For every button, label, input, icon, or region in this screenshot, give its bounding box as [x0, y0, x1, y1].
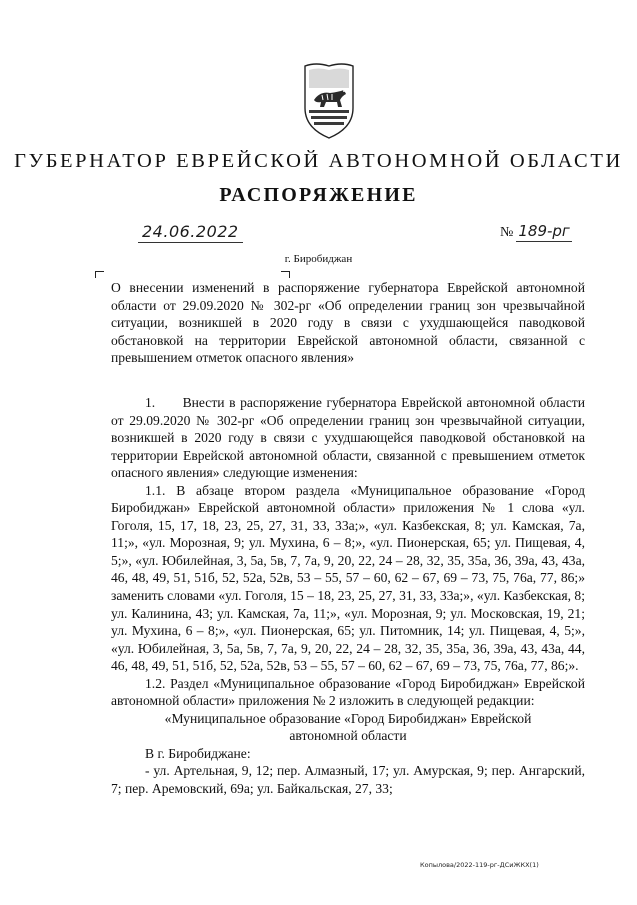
- paragraph-1-2: 1.2. Раздел «Муниципальное образование «Город Биробиджан» Еврейской автономной области» приложения № 2 изложить в следующей редакции:: [111, 675, 585, 709]
- document-type-title: РАСПОРЯЖЕНИЕ: [219, 184, 418, 206]
- streets-list: - ул. Артельная, 9, 12; пер. Алмазный, 17; ул. Амурская, 9; пер. Ангарский, 7; пер. Аремовский, 69а; ул. Байкальская, 27, 33;: [111, 763, 585, 797]
- document-body: [111, 394, 585, 798]
- coat-of-arms-emblem: [302, 60, 356, 140]
- footer-reference: Копылова/2022-119-рг-ДСиЖКХ(1): [420, 861, 539, 869]
- number-sign: №: [500, 225, 514, 240]
- document-number: [500, 222, 572, 241]
- paragraph-1: 1. Внести в распоряжение губернатора Еврейской автономной области от 29.09.2020 № 302-рг «Об определении границ зон чрезвычайной ситуации, возникшей в 2020 году в связи с ухудшающейся паводковой обстановкой на территории Еврейской автономной области, связанной с превышением отметок опасного явления» следующие изменения:: [111, 395, 585, 481]
- handwritten-date: 24.06.2022: [138, 222, 243, 243]
- handwritten-number: 189-рг: [518, 222, 570, 240]
- document-heading: О внесении изменений в распоряжение губернатора Еврейской автономной области от 29.09.2020 № 302-рг «Об определении границ зон чрезвычайной ситуации, возникшей в 2020 году в связи с ухудшающейся паводковой обстановкой на территории Еврейской автономной области, связанной с превышением отметок опасного явления»: [111, 280, 585, 366]
- paragraph-1-1: 1.1. В абзаце втором раздела «Муниципальное образование «Город Биробиджан» Еврейской автономной области» приложения № 1 слова «ул. Гоголя, 15, 17, 18, 23, 25, 27, 31, 33, 33а;», «ул. Казбекская, 8; ул. Камская, 7а, 11;», «ул. Морозная, 9; ул. Мухина, 6 – 8;», «ул. Пионерская, 65; ул. Пищевая, 4, 5;», «ул. Юбилейная, 3, 5а, 5в, 7, 7а, 9, 20, 22, 24 – 28, 32, 35, 35а, 36, 39а, 43, 43а, 46, 48, 49, 51, 51б, 52, 52а, 52в, 53 – 55, 57 – 60, 62 – 67, 69 – 73, 75, 76а, 77, 86;» заменить словами «ул. Гоголя, 15 – 18, 23, 25, 27, 31, 33, 33а;», «ул. Казбекская, 8; ул. Калинина, 43; ул. Камская, 7а, 11;», «ул. Морозная, 9; ул. Московская, 19, 21; ул. Мухина, 6 – 8;», «ул. Пионерская, 65; ул. Питомник, 14; ул. Пищевая, 4, 5;», «ул. Юбилейная, 3, 5а, 5в, 7, 7а, 9, 20, 22, 24 – 28, 32, 35, 35а, 36, 39а, 43, 43а, 44, 46, 48, 49, 51, 51б, 52, 52а, 52в, 53 – 55, 57 – 60, 62 – 67, 69 – 73, 75, 76а, 77, 86;».: [111, 482, 585, 674]
- city-line: г. Биробиджан: [284, 253, 353, 265]
- authority-title: ГУБЕРНАТОР ЕВРЕЙСКОЙ АВТОНОМНОЙ ОБЛАСТИ: [14, 150, 623, 172]
- section-title: «Муниципальное образование «Город Биробиджан» Еврейской автономной области: [164, 710, 532, 744]
- heading-corner-left: [95, 271, 104, 278]
- heading-corner-right: [281, 271, 290, 278]
- city-label: В г. Биробиджане:: [145, 745, 251, 761]
